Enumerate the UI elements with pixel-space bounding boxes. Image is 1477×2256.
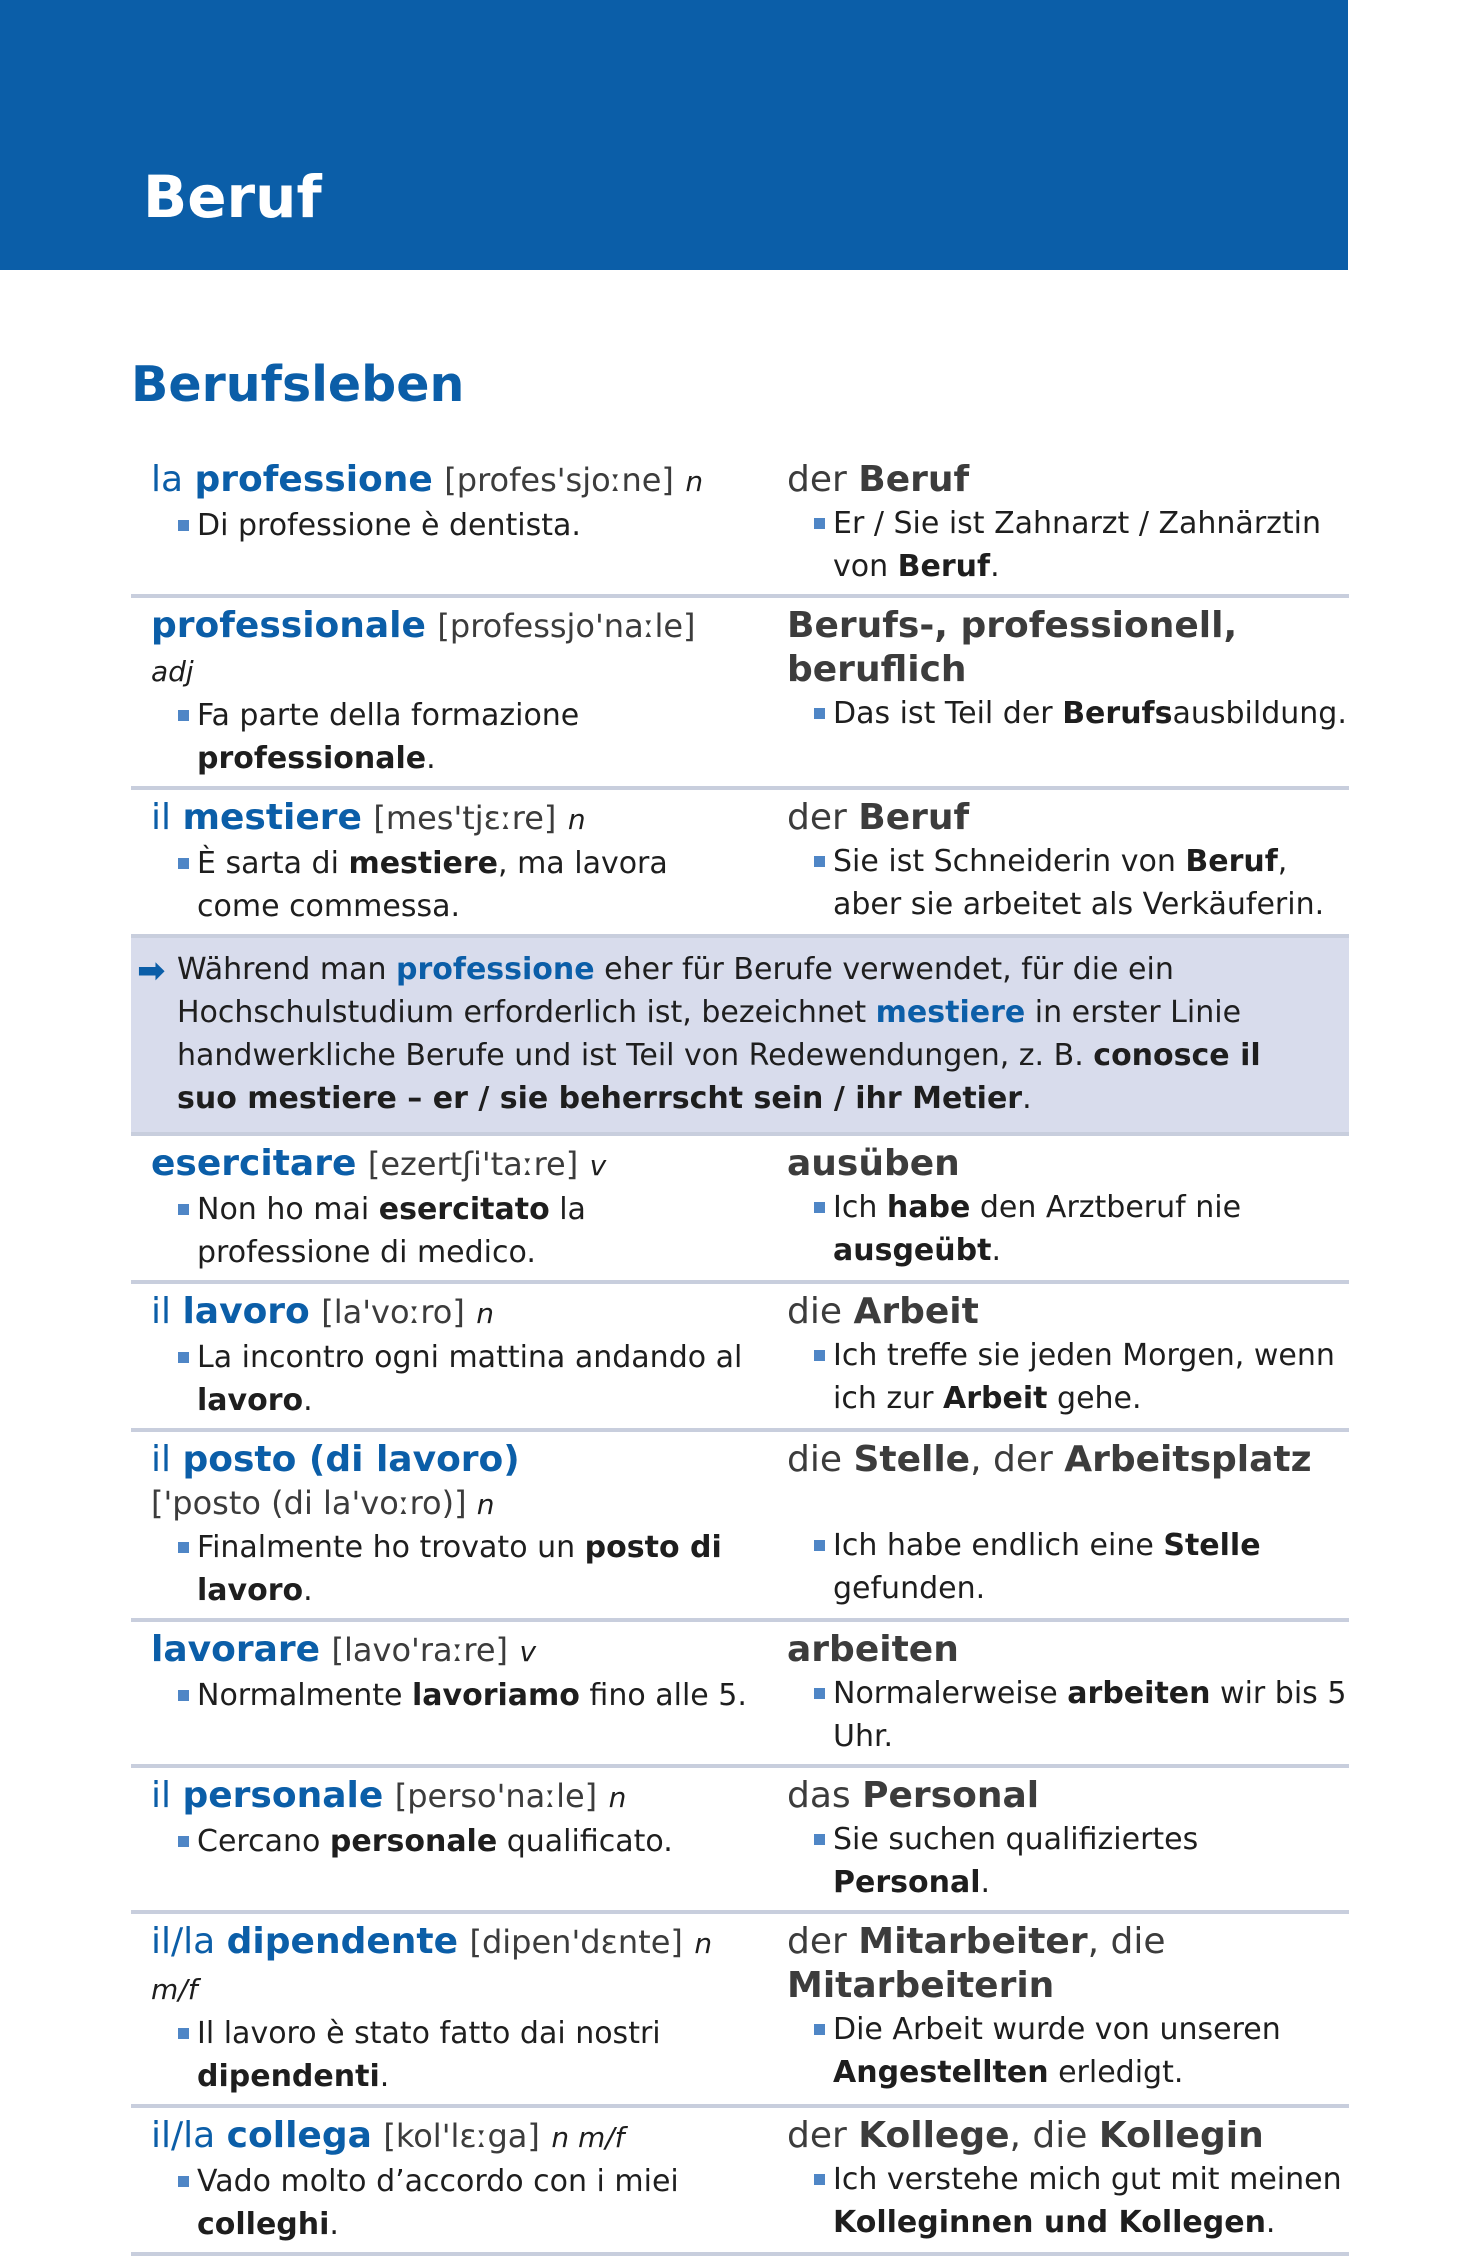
- italian-example: [151, 1188, 749, 1274]
- part-of-speech: n: [608, 1781, 627, 1814]
- note-text: Während man: [177, 952, 397, 987]
- bullet-square-icon: [814, 518, 825, 529]
- translation-word: Stelle: [853, 1439, 971, 1480]
- article: il/la: [151, 1921, 216, 1962]
- italian-column: [131, 1284, 749, 1428]
- italian-example: [151, 504, 749, 547]
- phonetic-transcription: [mes'tjɛːre]: [373, 799, 557, 837]
- bullet-square-icon: [814, 708, 825, 719]
- translation-word: Beruf: [858, 797, 970, 838]
- translation-word: Beruf: [858, 459, 970, 500]
- phonetic-transcription: [la'voːro]: [321, 1293, 465, 1331]
- bullet-square-icon: [814, 1834, 825, 1845]
- example-text: Ich treffe sie jeden Morgen, wenn ich zur: [833, 1338, 1335, 1416]
- part-of-speech: n: [476, 1297, 495, 1330]
- phonetic-transcription: [lavo'raːre]: [331, 1631, 508, 1669]
- note-phrase: conosce il suo mestiere – er / sie beherrscht sein / ihr Metier: [177, 1038, 1261, 1116]
- example-text: La incontro ogni mattina andando al: [197, 1340, 743, 1375]
- headword: mestiere: [182, 797, 362, 838]
- headword: lavoro: [182, 1291, 310, 1332]
- example-text: fino alle 5.: [579, 1678, 747, 1713]
- example-text: Das ist Teil der: [833, 696, 1063, 731]
- example-text: la professione di medico.: [197, 1192, 586, 1270]
- german-example: [787, 840, 1349, 926]
- translation-word: arbeiten: [787, 1629, 959, 1670]
- chapter-header-band: [0, 0, 1348, 270]
- translation-word: Arbeit: [853, 1291, 979, 1332]
- example-text: Die Arbeit wurde von unseren: [833, 2012, 1281, 2047]
- bullet-square-icon: [178, 710, 189, 721]
- article: il: [151, 1775, 172, 1816]
- german-example: [787, 1186, 1349, 1272]
- german-column: [749, 2108, 1349, 2252]
- bullet-square-icon: [178, 1836, 189, 1847]
- italian-column: [131, 1914, 749, 2104]
- german-column: [749, 790, 1349, 934]
- translation-article: der: [787, 1921, 859, 1962]
- example-text: Sie ist Schneiderin von: [833, 844, 1186, 879]
- vocabulary-list: [131, 452, 1349, 2256]
- phonetic-transcription: [perso'naːle]: [394, 1777, 598, 1815]
- german-column: [749, 1914, 1349, 2104]
- phonetic-line: [151, 1482, 749, 1526]
- translation-article: das: [787, 1775, 863, 1816]
- highlighted-term: Beruf: [1185, 844, 1278, 879]
- italian-column: [131, 1432, 749, 1618]
- headword: personale: [182, 1775, 384, 1816]
- article: il: [151, 1291, 172, 1332]
- italian-column: [131, 1622, 749, 1764]
- example-text: Er / Sie ist Zahnarzt / Zahnärztin von: [833, 506, 1322, 584]
- example-text: .: [990, 549, 1000, 584]
- headword: collega: [226, 2115, 372, 2156]
- italian-column: [131, 2108, 749, 2252]
- german-headline: [787, 796, 1349, 840]
- vocab-entry: [131, 2108, 1349, 2256]
- highlighted-term: ausgeübt: [833, 1233, 992, 1268]
- part-of-speech: adj: [151, 655, 194, 688]
- note-keyword: professione: [396, 952, 595, 987]
- german-headline: [787, 1774, 1349, 1818]
- translation-word: Kollegin: [1098, 2115, 1264, 2156]
- note-text: in erster Linie handwerkliche Berufe und ist Teil von Redewendungen, z. B.: [177, 995, 1242, 1073]
- example-text: Il lavoro è stato fatto dai nostri: [197, 2016, 661, 2051]
- german-example: [787, 2158, 1349, 2244]
- phonetic-transcription: ['posto (di la'voːro)]: [151, 1484, 467, 1522]
- italian-headline: [151, 1290, 749, 1336]
- headword: posto (di lavoro): [182, 1439, 520, 1480]
- example-text: Cercano: [197, 1824, 330, 1859]
- german-headline: [787, 458, 1349, 502]
- italian-headline: [151, 604, 749, 694]
- example-text: ausbildung.: [1172, 696, 1347, 731]
- bullet-square-icon: [814, 1350, 825, 1361]
- phonetic-transcription: [ezertʃi'taːre]: [367, 1145, 579, 1183]
- highlighted-term: Arbeit: [943, 1381, 1048, 1416]
- italian-example: [151, 842, 749, 928]
- bullet-square-icon: [178, 1690, 189, 1701]
- italian-headline: [151, 796, 749, 842]
- german-headline: [787, 1142, 1349, 1186]
- article: la: [151, 459, 184, 500]
- vocab-entry: [131, 452, 1349, 598]
- note-keyword: mestiere: [875, 995, 1026, 1030]
- phonetic-transcription: [dipen'dɛnte]: [469, 1923, 683, 1961]
- italian-column: [131, 452, 749, 594]
- article: il/la: [151, 2115, 216, 2156]
- bullet-square-icon: [178, 2176, 189, 2187]
- translation-word: Arbeitsplatz: [1064, 1439, 1312, 1480]
- example-text: .: [426, 741, 436, 776]
- german-column: [749, 1768, 1349, 1910]
- headword: dipendente: [226, 1921, 459, 1962]
- usage-note: [131, 938, 1349, 1136]
- translation-word: Mitarbeiterin: [787, 1965, 1055, 2006]
- translation-word: ausüben: [787, 1143, 960, 1184]
- example-text: Ich: [833, 1190, 887, 1225]
- vocab-entry: [131, 1432, 1349, 1622]
- translation-word: Mitarbeiter: [858, 1921, 1088, 1962]
- headword: professione: [194, 459, 433, 500]
- italian-example: [151, 1526, 749, 1612]
- italian-headline: [151, 1774, 749, 1820]
- example-text: erledigt.: [1048, 2055, 1184, 2090]
- example-text: .: [1265, 2205, 1276, 2240]
- german-headline: [787, 1920, 1349, 2008]
- german-example: [787, 1818, 1349, 1904]
- example-text: Normalmente: [197, 1678, 412, 1713]
- translation-article: der: [787, 2115, 859, 2156]
- example-text: .: [329, 2207, 339, 2242]
- highlighted-term: Berufs: [1062, 696, 1173, 731]
- example-text: Finalmente ho trovato un: [197, 1530, 585, 1565]
- example-text: den Arztberuf nie: [970, 1190, 1242, 1225]
- translation-article: die: [787, 1291, 854, 1332]
- example-text: gefunden.: [833, 1571, 986, 1606]
- part-of-speech: v: [589, 1149, 607, 1182]
- example-text: Fa parte della formazione: [197, 698, 580, 733]
- highlighted-term: lavoriamo: [412, 1678, 580, 1713]
- italian-example: [151, 694, 749, 780]
- part-of-speech: n: [685, 465, 704, 498]
- arrow-right-icon: ➡: [137, 951, 166, 991]
- translation-article: , der: [970, 1439, 1065, 1480]
- german-example: [787, 1672, 1349, 1758]
- german-column: [749, 1284, 1349, 1428]
- headword: lavorare: [151, 1629, 321, 1670]
- italian-example: [151, 1336, 749, 1422]
- vocab-entry: [131, 1914, 1349, 2108]
- german-column: [749, 1622, 1349, 1764]
- bullet-square-icon: [178, 520, 189, 531]
- german-example: [787, 1524, 1349, 1610]
- italian-headline: [151, 1628, 749, 1674]
- example-text: Non ho mai: [197, 1192, 379, 1227]
- german-headline: [787, 1438, 1349, 1482]
- highlighted-term: Kolleginnen und Kollegen: [833, 2205, 1266, 2240]
- vocab-entry: [131, 1622, 1349, 1768]
- german-headline: [787, 1628, 1349, 1672]
- german-headline: [787, 1290, 1349, 1334]
- german-column: [749, 598, 1349, 786]
- italian-headline: [151, 1920, 749, 2012]
- german-column: [749, 452, 1349, 594]
- italian-headline: [151, 2114, 749, 2160]
- translation-article: der: [787, 797, 859, 838]
- highlighted-term: Personal: [833, 1865, 981, 1900]
- part-of-speech: n: [567, 803, 586, 836]
- highlighted-term: arbeiten: [1067, 1676, 1211, 1711]
- italian-example: [151, 2160, 749, 2246]
- example-text: gehe.: [1047, 1381, 1142, 1416]
- bullet-square-icon: [814, 1540, 825, 1551]
- phonetic-transcription: [profes'sjoːne]: [444, 461, 674, 499]
- german-example: [787, 2008, 1349, 2094]
- example-text: .: [303, 1573, 313, 1608]
- vocab-entry: [131, 1284, 1349, 1432]
- vocab-entry: [131, 1136, 1349, 1284]
- bullet-square-icon: [814, 2024, 825, 2035]
- translation-article: die: [787, 1439, 854, 1480]
- german-column: [749, 1136, 1349, 1280]
- highlighted-term: dipendenti: [197, 2059, 380, 2094]
- bullet-square-icon: [178, 1352, 189, 1363]
- translation-word: Berufs-, professionell, beruflich: [787, 605, 1238, 690]
- highlighted-term: colleghi: [197, 2207, 330, 2242]
- bullet-square-icon: [178, 2028, 189, 2039]
- vocab-entry: [131, 1768, 1349, 1914]
- translation-article: , die: [1009, 2115, 1099, 2156]
- italian-column: [131, 1768, 749, 1910]
- bullet-square-icon: [814, 2174, 825, 2185]
- italian-example: [151, 1674, 749, 1717]
- bullet-square-icon: [178, 858, 189, 869]
- italian-example: [151, 2012, 749, 2098]
- italian-headline: [151, 458, 749, 504]
- translation-word: Personal: [862, 1775, 1040, 1816]
- part-of-speech: n m/f: [551, 2121, 625, 2154]
- example-text: .: [303, 1383, 313, 1418]
- highlighted-term: mestiere: [348, 846, 499, 881]
- highlighted-term: Beruf: [897, 549, 991, 584]
- chapter-title: Beruf: [143, 163, 322, 231]
- note-text: .: [1022, 1081, 1032, 1116]
- section-title: Berufsleben: [131, 356, 465, 413]
- bullet-square-icon: [178, 1542, 189, 1553]
- italian-headline: [151, 1142, 749, 1188]
- translation-article: der: [787, 459, 859, 500]
- phonetic-transcription: [professjo'naːle]: [437, 607, 696, 645]
- example-text: wir bis 5 Uhr.: [833, 1676, 1347, 1754]
- example-text: Sie suchen qualifiziertes: [833, 1822, 1199, 1857]
- italian-column: [131, 1136, 749, 1280]
- article: il: [151, 1439, 172, 1480]
- highlighted-term: habe: [886, 1190, 971, 1225]
- german-example: [787, 692, 1349, 735]
- example-text: Ich verstehe mich gut mit meinen: [833, 2162, 1342, 2197]
- example-text: .: [379, 2059, 390, 2094]
- german-example: [787, 1334, 1349, 1420]
- translation-word: Kollege: [858, 2115, 1010, 2156]
- highlighted-term: Stelle: [1163, 1528, 1261, 1563]
- example-text: Ich habe endlich eine: [833, 1528, 1164, 1563]
- italian-headline: [151, 1438, 749, 1482]
- phonetic-transcription: [kol'lɛːga]: [383, 2117, 540, 2155]
- example-text: Normalerweise: [833, 1676, 1068, 1711]
- italian-example: [151, 1820, 749, 1863]
- german-example: [787, 502, 1349, 588]
- part-of-speech: n m/f: [151, 1927, 713, 2006]
- spacer-line: [787, 1482, 1349, 1524]
- highlighted-term: personale: [329, 1824, 498, 1859]
- german-column: [749, 1432, 1349, 1618]
- bullet-square-icon: [178, 1204, 189, 1215]
- translation-article: , die: [1087, 1921, 1166, 1962]
- example-text: Vado molto d’accordo con i miei: [197, 2164, 679, 2199]
- example-text: qualificato.: [497, 1824, 673, 1859]
- highlighted-term: professionale: [197, 741, 427, 776]
- example-text: , ma lavora come commessa.: [197, 846, 668, 924]
- example-text: .: [991, 1233, 1001, 1268]
- vocab-entry: [131, 598, 1349, 790]
- highlighted-term: Angestellten: [833, 2055, 1049, 2090]
- highlighted-term: lavoro: [197, 1383, 304, 1418]
- headword: professionale: [151, 605, 426, 646]
- bullet-square-icon: [814, 1202, 825, 1213]
- example-text: .: [980, 1865, 991, 1900]
- italian-column: [131, 790, 749, 934]
- bullet-square-icon: [814, 1688, 825, 1699]
- example-text: , aber sie arbeitet als Verkäuferin.: [833, 844, 1325, 922]
- headword: esercitare: [151, 1143, 357, 1184]
- italian-column: [131, 598, 749, 786]
- german-headline: [787, 2114, 1349, 2158]
- vocab-entry: [131, 790, 1349, 938]
- highlighted-term: esercitato: [378, 1192, 550, 1227]
- part-of-speech: v: [519, 1635, 537, 1668]
- article: il: [151, 797, 172, 838]
- note-text: eher für Berufe verwendet, für die ein Hochschulstudium erforderlich ist, bezeichnet: [177, 952, 1174, 1030]
- example-text: Di professione è dentista.: [197, 508, 581, 543]
- highlighted-term: posto di lavoro: [197, 1530, 722, 1608]
- example-text: È sarta di: [197, 846, 349, 881]
- bullet-square-icon: [814, 856, 825, 867]
- german-headline: [787, 604, 1349, 692]
- part-of-speech: n: [476, 1488, 495, 1521]
